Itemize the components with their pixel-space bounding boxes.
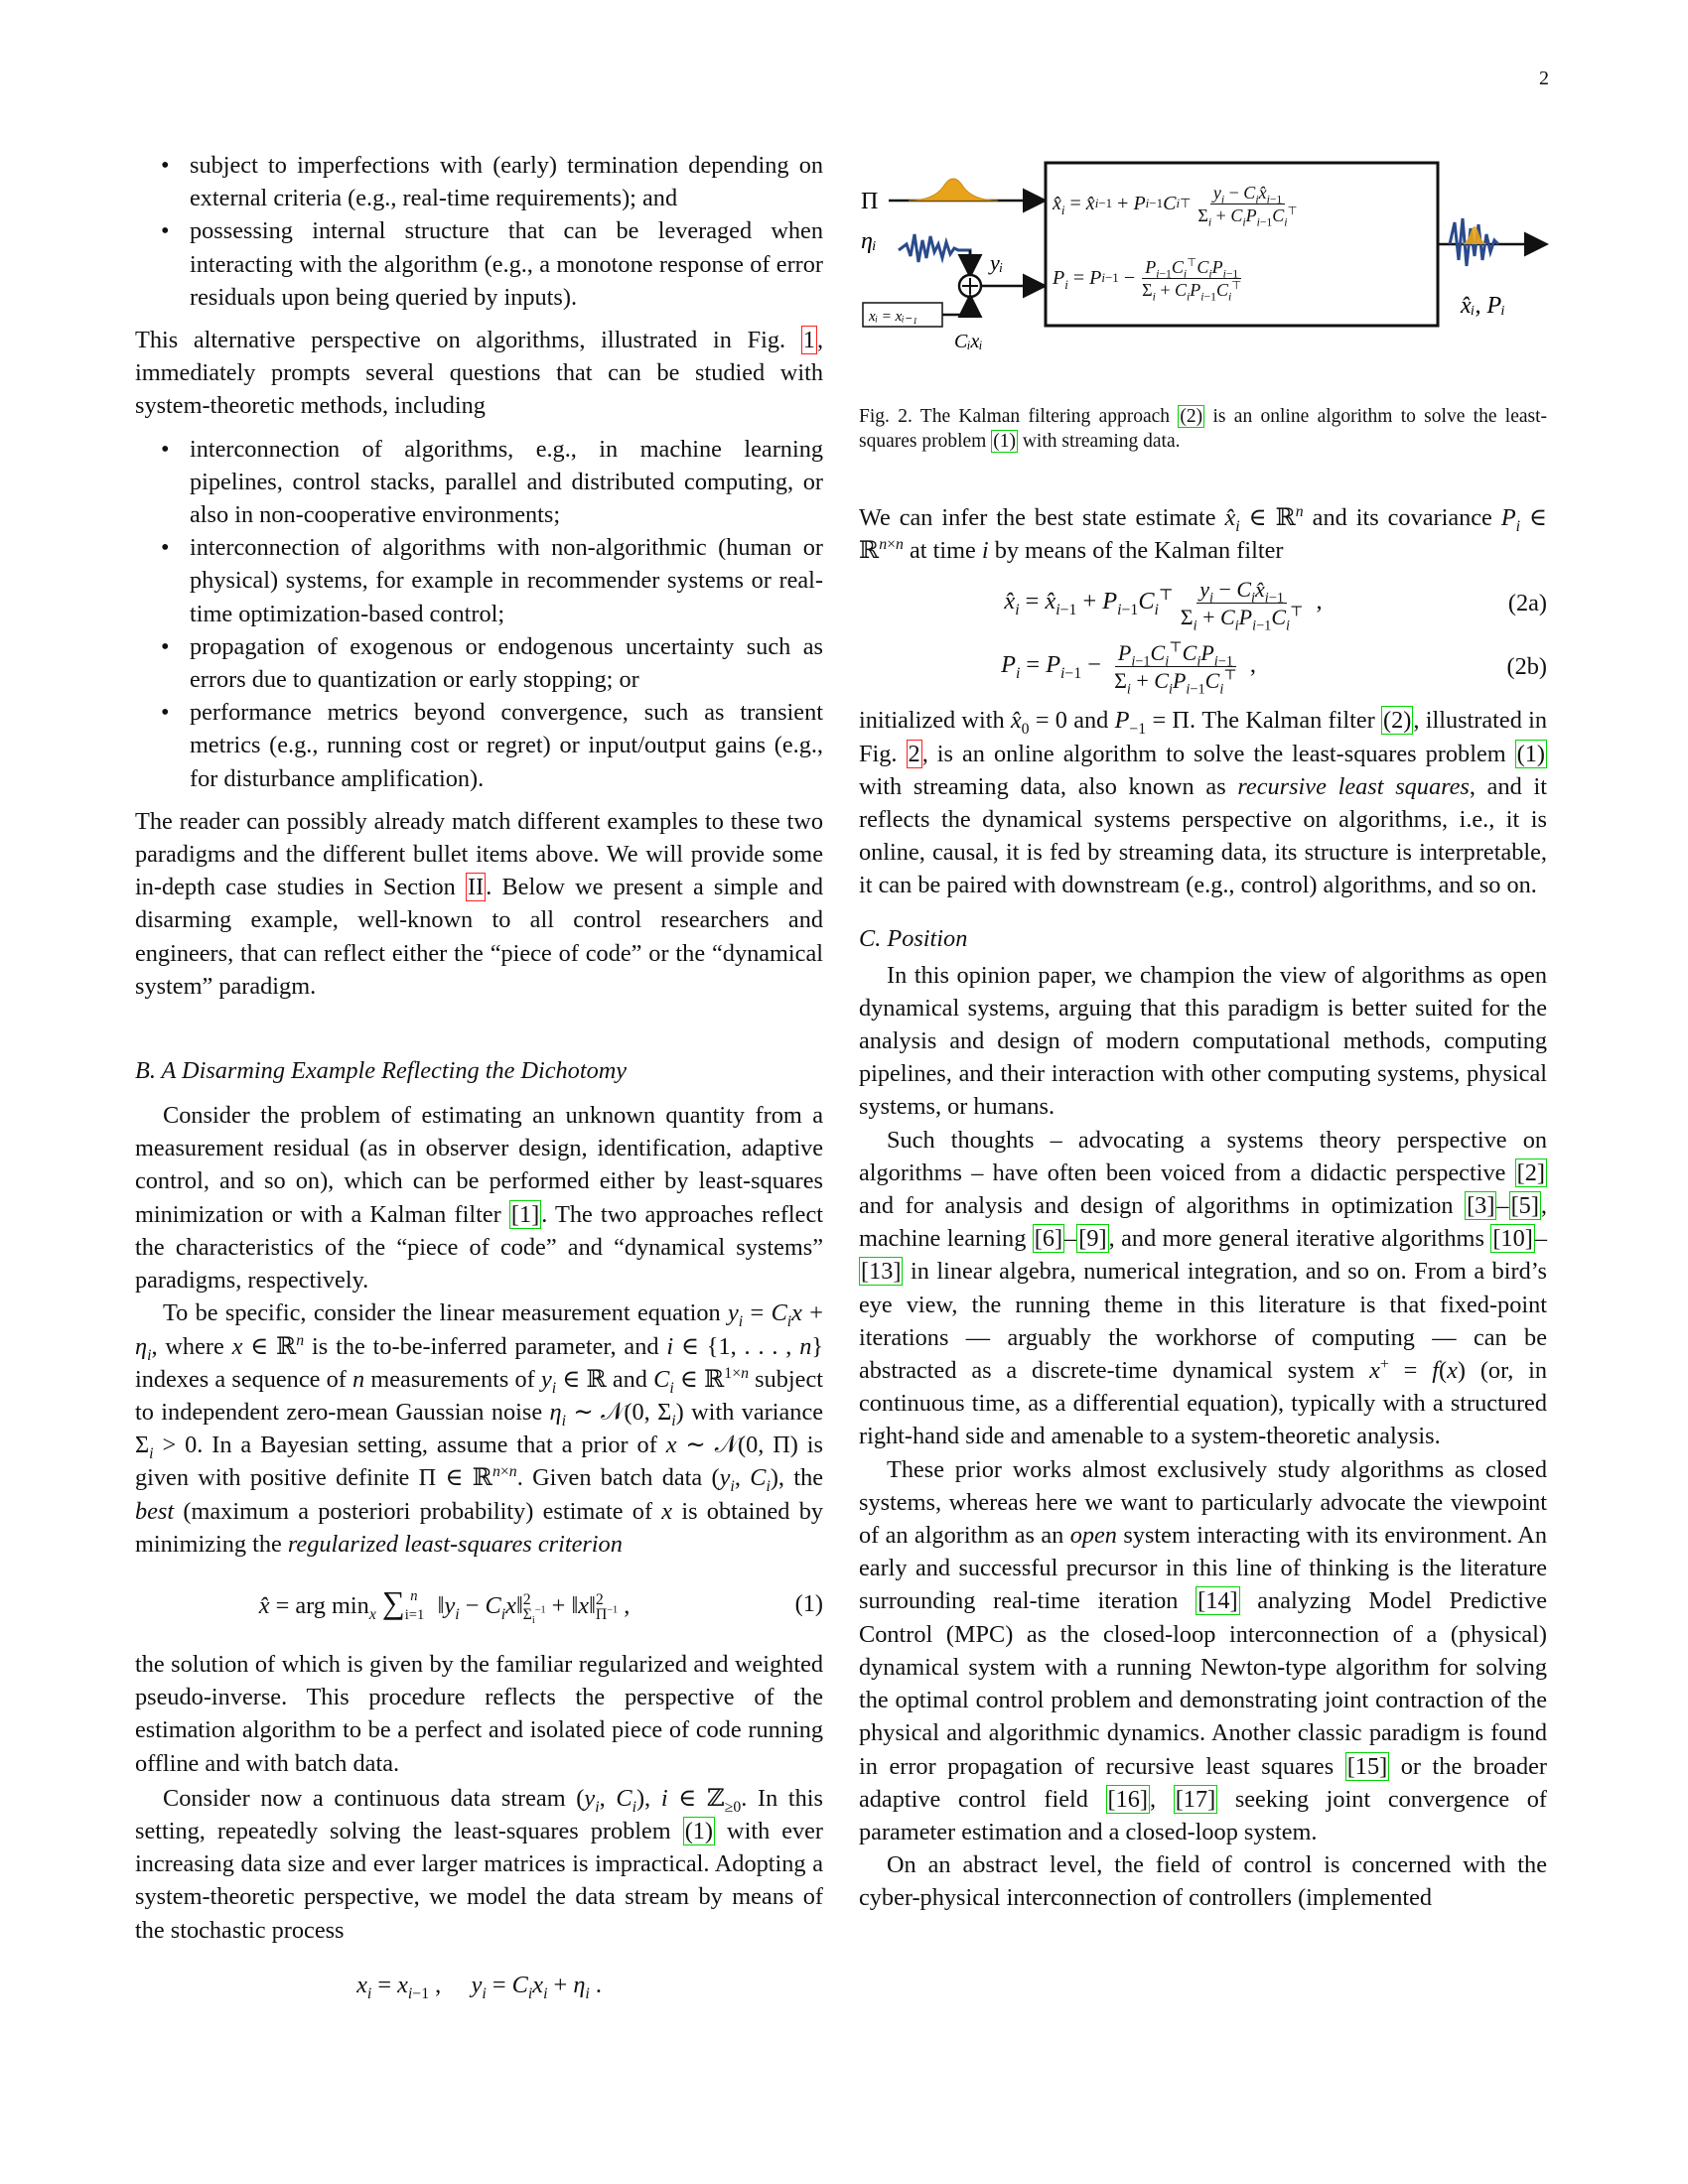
paragraph: Such thoughts – advocating a systems theory perspective on algorithms – have often been voiced from a didactic perspective [2] and for analysis and design of algorithms in optimization [3]–[5], machine learning [6]–[9], and more general iterative algorithms [10]–[13] in linear algebra, numerical integration, and so on. From a bird’s eye view, the running theme in this literature is that fixed-point iterations — arguably the workhorse of computing — can be abstracted as a discrete-time dynamical system x+ = f(x) (or, in continuous time, as a differential equation), typically with a structured right-hand side and amenable to a system-theoretic analysis.: [859, 1126, 1548, 1450]
list-item: • subject to imperfections with (early) termination depending on external criteria (e.g., real-time requirements); and: [135, 149, 823, 214]
equation-1: x̂ = arg $\min_x \sum_{i=1}^n$ $‖y_i$ − $C_ix‖^2_{\Sigma_i^{-1}}$ + ‖x‖$^2_{\Pi^{-1}}$ , (1): [258, 1583, 823, 1626]
bullet-list-mid: [135, 433, 823, 795]
section-link[interactable]: II: [468, 874, 485, 901]
paragraph: These prior works almost exclusively study algorithms as closed systems, whereas here we want to particularly advocate the viewpoint of an algorithm as an open system interacting with its environment. An early and successful precursor in this line of thinking is the literature surrounding real-time iteration [14] analyzing Model Predictive Control (MPC) as the closed-loop interconnection of a (physical) dynamical system with a running Newton-type algorithm for solving the optimal control problem and demonstrating joint contraction of the physical and algorithmic dynamics. Another classic paradigm is found in error propagation of recursive least squares [15] or the broader adaptive control field [16], [17] seeking joint convergence of parameter estimation and a closed-loop system.: [859, 1455, 1548, 1845]
paragraph: On an abstract level, the field of control is concerned with the cyber-physical interconnection of controllers (implemented: [859, 1851, 1547, 1912]
equation-link[interactable]: (1): [684, 1817, 714, 1844]
noise-signal: [899, 234, 970, 286]
figure-caption: Fig. 2. The Kalman filtering approach (2) is an online algorithm to solve the least-squares problem (1) with streaming data.: [859, 406, 1548, 452]
list-item: • performance metrics beyond convergence, such as transient metrics (e.g., running cost or regret) or input/output gains (e.g., for disturbance amplification).: [135, 696, 823, 795]
list-item: • propagation of exogenous or endogenous uncertainty such as errors due to quantization or early stopping; or: [135, 630, 823, 696]
citation-link[interactable]: [15]: [1346, 1752, 1388, 1780]
paragraph: initialized with $x̂_0 = 0$ and $P_{-1} = \Pi$. The Kalman filter (2), illustrated in Fig. 2, is an online algorithm to solve the least-squares problem (1) with streaming data, also known as recursive least squares, and it reflects the dynamical systems perspective on algorithms, i.e., it is online, causal, it is fed by streaming data, its structure is interpretable, it can be paired with downstream (e.g., control) algorithms, and so on.: [859, 707, 1548, 899]
citation-link[interactable]: [6]: [1034, 1225, 1063, 1253]
citation-link[interactable]: [1]: [510, 1200, 540, 1228]
bullet-list-top: [135, 149, 823, 314]
equation-link[interactable]: (1): [993, 431, 1016, 452]
y-label: yᵢ: [990, 250, 1004, 275]
list-item: • possessing internal structure that can be leveraged when interacting with the algorithm (e.g., a monotone response of error residuals upon being queried by inputs).: [135, 214, 823, 314]
equation-2b: $P_i = P_{i-1}$ − $\frac{P_{i-1}C_i^⊤C_iP_{i-1}}{\Sigma_i + C_iP_{i-1}C_i^⊤}$ , (2b): [1001, 639, 1547, 698]
paragraph: In this opinion paper, we champion the view of algorithms as open dynamical systems, arguing that this paradigm is better suited for the analysis and design of modern computational methods, computing pipelines, and their interaction with other computing systems, physical systems, or humans.: [859, 961, 1547, 1121]
left-column: [135, 149, 823, 2013]
citation-link[interactable]: [17]: [1175, 1785, 1216, 1813]
equation-link[interactable]: (1): [1516, 740, 1546, 767]
right-column: [859, 501, 1547, 1915]
figure-link[interactable]: 1: [802, 327, 815, 354]
equation-2a: $x̂_i$ = $x̂_{i-1} + P_{i-1}C_i^⊤$ $\frac{y_i - C_ix̂_{i-1}}{\Sigma_i + C_iP_{i-1}C_i^⊤}$ , (2a): [1004, 576, 1547, 634]
equation-number: (1): [794, 1590, 823, 1618]
paragraph: This alternative perspective on algorithms, illustrated in Fig. 1, immediately prompts several questions that can be studied with system-theoretic methods, including: [135, 327, 824, 420]
kalman-filter-diagram: [859, 149, 1554, 387]
paragraph: the solution of which is given by the familiar regularized and weighted pseudo-inverse. This procedure reflects the perspective of the estimation algorithm to be a perfect and isolated piece of code running offline and with batch data.: [135, 1650, 823, 1777]
citation-link[interactable]: [2]: [1516, 1159, 1545, 1186]
equation-link[interactable]: (2): [1383, 707, 1412, 735]
citation-link[interactable]: [13]: [861, 1258, 902, 1286]
equation-number: (2a): [1507, 589, 1547, 616]
citation-link[interactable]: [10]: [1492, 1225, 1533, 1253]
section-heading: B. A Disarming Example Reflecting the Dichotomy: [135, 1057, 628, 1085]
paragraph: The reader can possibly already match different examples to these two paradigms and the different bullet items above. We will provide some in-depth case studies in Section II. Below we present a simple and disarming example, well-known to all control researchers and engineers, that can reflect either the “piece of code” or the “dynamical system” paradigm.: [135, 807, 823, 1000]
equation-number: (2b): [1506, 652, 1547, 680]
paragraph: Consider the problem of estimating an unknown quantity from a measurement residual (as in observer design, identification, adaptive control, and so on), which can be performed either by least-squares minimization or with a Kalman filter [1]. The two approaches reflect the characteristics of the “piece of code” and “dynamical systems” paradigms, respectively.: [135, 1102, 823, 1295]
update-equation-x: $x̂_i$ = x̂ i−1 + P i−1 C i ⊤ $\frac{y_i - C_ix̂_{i-1}}{\Sigma_i + C_iP_{i-1}C_i^⊤}$: [1053, 182, 1298, 229]
update-equation-p: $P_i$ = P i−1 − $\frac{P_{i-1}C_i^⊤C_iP_{i-1}}{\Sigma_i + C_iP_{i-1}C_i^⊤}$: [1053, 255, 1242, 304]
citation-link[interactable]: [14]: [1197, 1587, 1238, 1615]
citation-link[interactable]: [3]: [1467, 1192, 1495, 1220]
section-heading: C. Position: [859, 924, 968, 952]
prior-gaussian: [909, 179, 998, 201]
state-arrow: [942, 298, 970, 315]
citation-link[interactable]: [16]: [1107, 1785, 1148, 1813]
citation-link[interactable]: [9]: [1078, 1225, 1107, 1253]
equation-process: $x_i = x_{i-1}$ , $y_i = C_ix_i + \eta_i$ .: [356, 1971, 602, 2002]
page-number: 2: [1539, 68, 1549, 89]
state-label: xᵢ = xᵢ₋₁: [869, 309, 917, 325]
figure-link[interactable]: 2: [908, 740, 920, 767]
pi-label: Π: [861, 189, 879, 214]
cx-label: Cᵢxᵢ: [954, 331, 983, 352]
list-item: • interconnection of algorithms, e.g., in machine learning pipelines, control stacks, parallel and distributed computing, or also in non-cooperative environments;: [135, 433, 823, 532]
equation-link[interactable]: (2): [1180, 406, 1203, 427]
paragraph: Consider now a continuous data stream ($y_i$, $C_i$), i ∈ ℤ$_{\ge 0}$. In this setting, repeatedly solving the least-squares problem (1) with ever increasing data size and ever larger matrices is impractical. Adopting a system-theoretic perspective, we model the data stream by means of the stochastic process: [135, 1784, 824, 1944]
output-label: x̂ᵢ, Pᵢ: [1461, 293, 1505, 319]
eta-label: ηᵢ: [861, 228, 877, 254]
list-item: • interconnection of algorithms with non-algorithmic (human or physical) systems, for example in recommender systems or real-time optimization-based control;: [135, 531, 823, 630]
citation-link[interactable]: [5]: [1510, 1192, 1539, 1220]
paragraph: We can infer the best state estimate $x̂_i$ ∈ ℝ$^n$ and its covariance $P_i$ ∈ ℝ$^{n\times n}$ at time i by means of the Kalman filter: [859, 502, 1548, 565]
diagram-svg: [859, 149, 1554, 387]
paragraph: To be specific, consider the linear measurement equation $y_i = C_ix + \eta_i$, where x ∈ ℝ$^n$ is the to-be-inferred parameter, and i ∈ {1, . . . , n} indexes a sequence of n measurements of $y_i$ ∈ ℝ and $C_i$ ∈ ℝ$^{1\times n}$ subject to independent zero-mean Gaussian noise $\eta_i$ ∼ 𝒩(0, $\Sigma_i$) with variance $\Sigma_i > 0$. In a Bayesian setting, assume that a prior of x ∼ 𝒩(0, Π) is given with positive definite Π ∈ ℝ$^{n\times n}$. Given batch data ($y_i$, $C_i$), the best (maximum a posteriori probability) estimate of x is obtained by minimizing the regularized least-squares criterion: [135, 1299, 824, 1558]
